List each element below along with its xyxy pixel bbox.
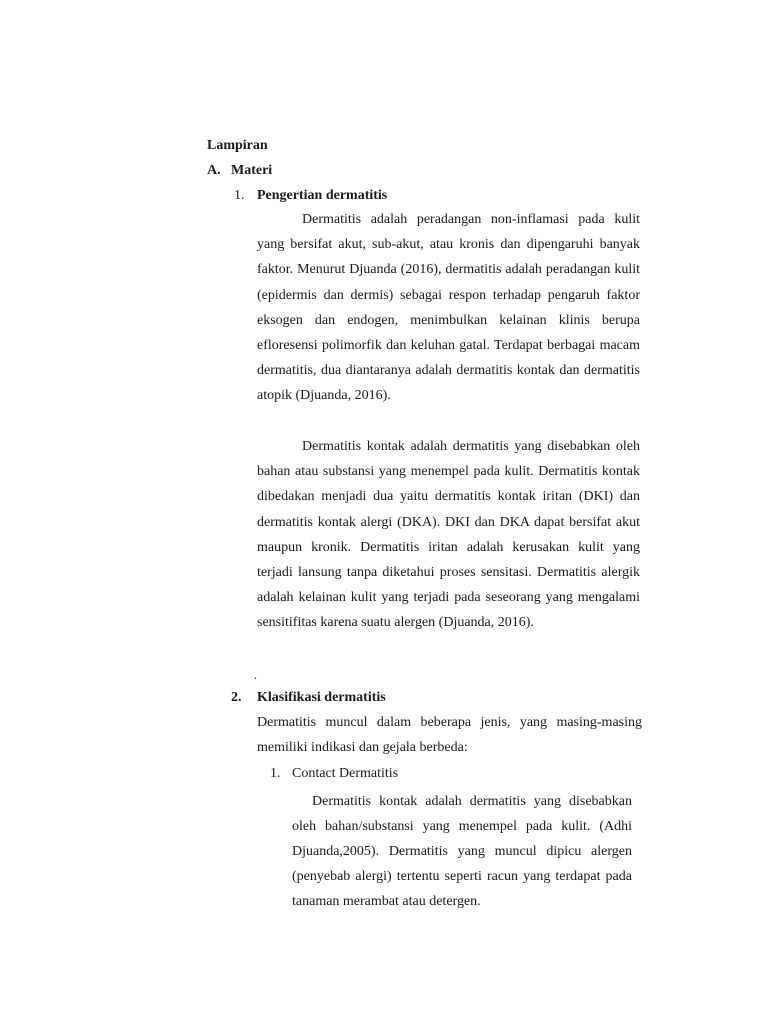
item-1-title: Pengertian dermatitis xyxy=(257,188,388,203)
item-1-paragraph-2: Dermatitis kontak adalah dermatitis yang disebabkan oleh bahan atau substansi yang menempel pada kulit. Dermatitis kontak dibedakan menjadi dua yaitu dermatitis kontak iritan (DKI) dan dermatitis kontak alergi (DKA). DKI dan DKA dapat bersifat akut maupun kronik. Dermatitis iritan adalah kerusakan kulit yang terjadi lansung tanpa diketahui proses sensitasi. Dermatitis alergik adalah kelainan kulit yang terjadi pada seseorang yang mengalami sensitifitas karena suatu alergen (Djuanda, 2016). xyxy=(257,439,640,631)
item-1-paragraph-1: Dermatitis adalah peradangan non-inflamasi pada kulit yang bersifat akut, sub-akut, atau kronis dan dipengaruhi banyak faktor. Menurut Djuanda (2016), dermatitis adalah peradangan kulit (epidermis dan dermis) sebagai respon terhadap pengaruh faktor eksogen dan endogen, menimbulkan kelainan klinis berupa efloresensi polimorfik dan keluhan gatal. Terdapat berbagai macam dermatitis, dua diantaranya adalah dermatitis kontak dan dermatitis atopik (Djuanda, 2016). xyxy=(257,212,640,404)
item-2-intro: Dermatitis muncul dalam beberapa jenis, yang masing-masing memiliki indikasi dan gejala berbeda: xyxy=(257,715,642,756)
section-a-title: Materi xyxy=(231,163,273,178)
section-a-marker: A. xyxy=(207,163,221,178)
item-2-title: Klasifikasi dermatitis xyxy=(257,690,386,705)
item-1-number: 1. xyxy=(234,188,245,203)
subitem-1-title: Contact Dermatitis xyxy=(292,766,399,781)
subitem-1-number: 1. xyxy=(270,766,281,781)
item-2-number: 2. xyxy=(231,690,242,705)
stray-mark: . xyxy=(254,668,257,682)
subitem-1-paragraph: Dermatitis kontak adalah dermatitis yang disebabkan oleh bahan/substansi yang menempel pada kulit. (Adhi Djuanda,2005). Dermatitis yang muncul dipicu alergen (penyebab alergi) tertentu seperti racun yang terdapat pada tanaman merambat atau detergen. xyxy=(292,794,632,909)
page-heading: Lampiran xyxy=(207,138,268,153)
